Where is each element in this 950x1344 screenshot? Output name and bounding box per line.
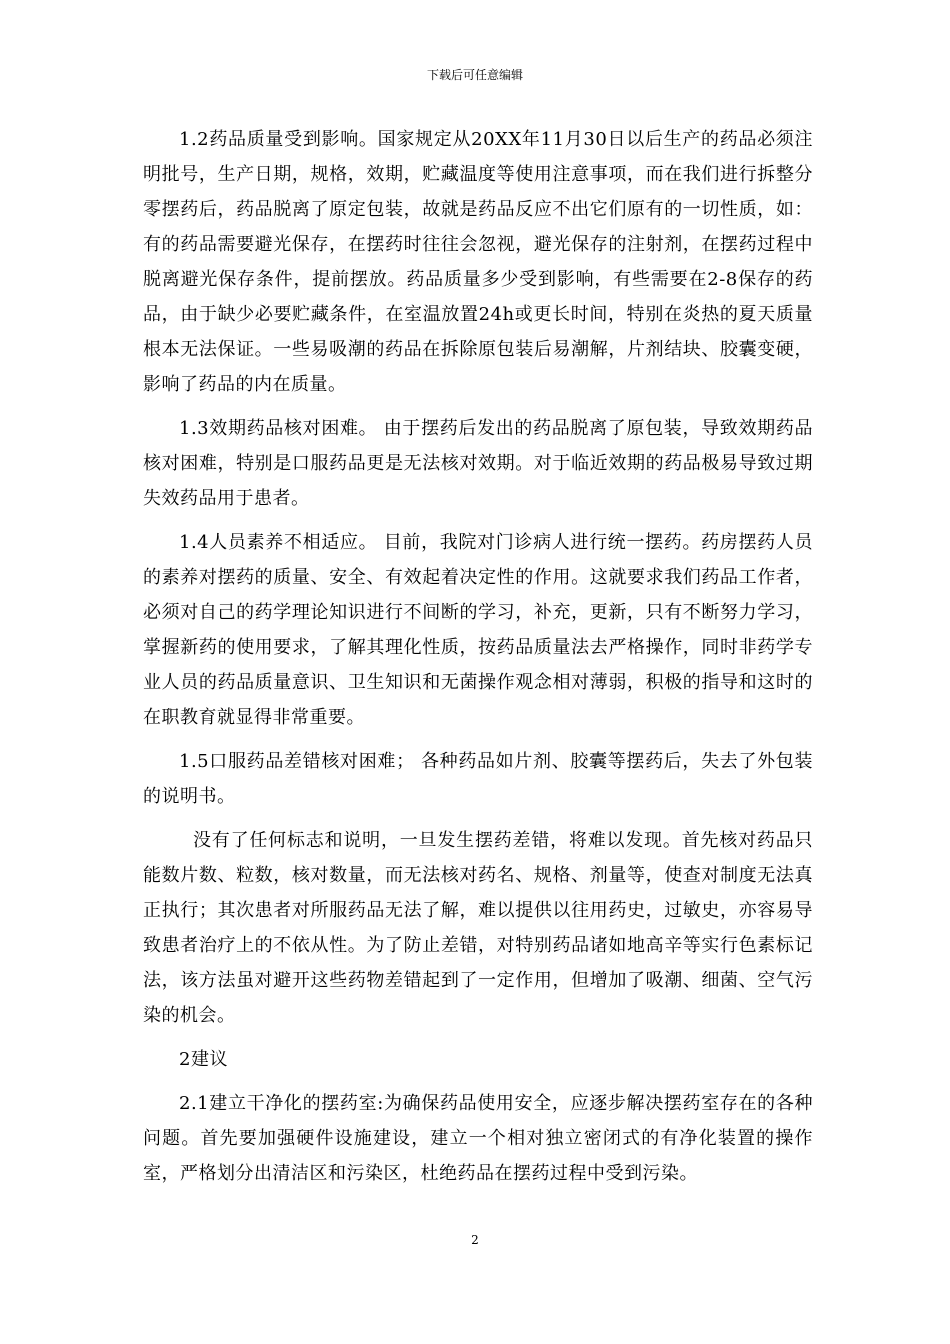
paragraph-no-labels: 没有了任何标志和说明，一旦发生摆药差错，将难以发现。首先核对药品只能数片数、粒数，核对数量，而无法核对药名、规格、剂量等，使查对制度无法真正执行；其次患者对所服药品无法了解，难以提供以往用药史，过敏史，亦容易导致患者治疗上的不依从性。为了防止差错，对特别药品诸如地高辛等实行色素标记法，该方法虽对避开这些药物差错起到了一定作用，但增加了吸潮、细菌、空气污染的机会。 bbox=[143, 830, 813, 1026]
document-body bbox=[143, 122, 813, 1200]
page-header-note: 下载后可任意编辑 bbox=[426, 68, 523, 82]
paragraph-1-3-expiry-check: 1.3效期药品核对困难。 由于摆药后发出的药品脱离了原包装，导致效期药品核对困难，特别是口服药品更是无法核对效期。对于临近效期的药品极易导致过期失效药品用于患者。 bbox=[143, 418, 813, 509]
paragraph-1-5-oral-drug-errors: 1.5口服药品差错核对困难； 各种药品如片剂、胶囊等摆药后，失去了外包装的说明书。 bbox=[143, 751, 813, 807]
paragraph-2-1-clean-room: 2.1建立干净化的摆药室:为确保药品使用安全，应逐步解决摆药室存在的各种问题。首先要加强硬件设施建设，建立一个相对独立密闭式的有净化装置的操作室，严格划分出清洁区和污染区，杜绝药品在摆药过程中受到污染。 bbox=[143, 1093, 813, 1184]
paragraph-1-2-drug-quality: 1.2药品质量受到影响。国家规定从20XX年11月30日以后生产的药品必须注明批号，生产日期，规格，效期，贮藏温度等使用注意事项，而在我们进行拆整分零摆药后，药品脱离了原定包装，故就是药品反应不出它们原有的一切性质，如：有的药品需要避光保存，在摆药时往往会忽视，避光保存的注射剂，在摆药过程中脱离避光保存条件，提前摆放。药品质量多少受到影响，有些需要在2-8保存的药品，由于缺少必要贮藏条件，在室温放置24h或更长时间，特别在炎热的夏天质量根本无法保证。一些易吸潮的药品在拆除原包装后易潮解，片剂结块、胶囊变硬，影响了药品的内在质量。 bbox=[143, 129, 813, 395]
page-number: 2 bbox=[471, 1233, 479, 1247]
section-heading-suggestions: 2建议 bbox=[179, 1049, 228, 1070]
paragraph-1-4-staff-quality: 1.4人员素养不相适应。 目前，我院对门诊病人进行统一摆药。药房摆药人员的素养对摆药的质量、安全、有效起着决定性的作用。这就要求我们药品工作者，必须对自己的药学理论知识进行不间断的学习，补充，更新，只有不断努力学习，掌握新药的使用要求，了解其理化性质，按药品质量法去严格操作，同时非药学专业人员的药品质量意识、卫生知识和无菌操作观念相对薄弱，积极的指导和这时的在职教育就显得非常重要。 bbox=[143, 532, 813, 728]
